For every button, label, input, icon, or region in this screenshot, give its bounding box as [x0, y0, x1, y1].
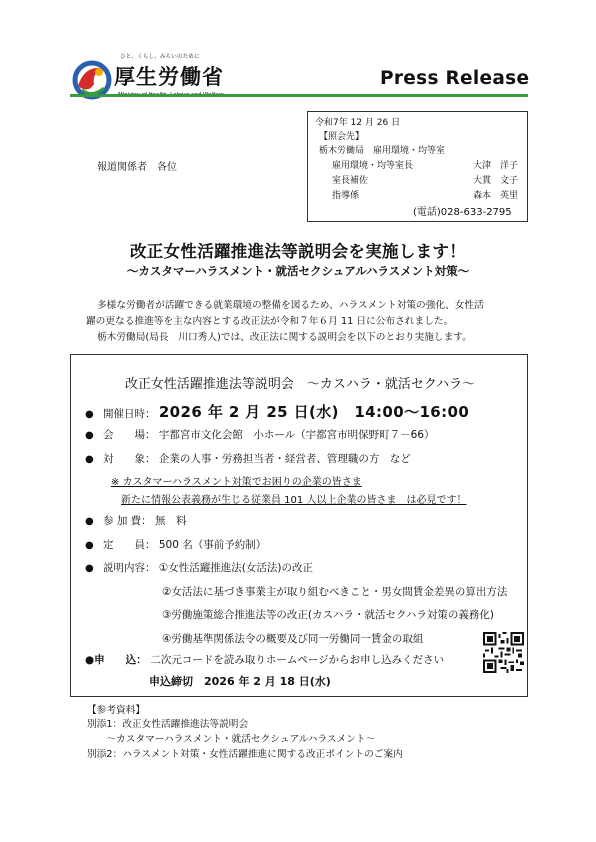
page-subtitle: ～カスタマーハラスメント・就活セクシュアルハラスメント対策～	[126, 264, 470, 278]
event-fee-row	[85, 513, 187, 528]
intro-line: 躍の更なる推進等を主な内容とする改正法が令和７年６月 11 日に公布されました。	[86, 316, 454, 327]
event-apply-value: 二次元コードを読み取りホームページからお申し込みください	[150, 654, 445, 666]
contact-office: 栃木労働局 雇用環境・均等室	[319, 146, 446, 156]
event-fee-label: 参 加 費：	[103, 515, 152, 527]
ministry-tagline: ひと、くらし、みらいのために	[120, 54, 200, 60]
event-target-value: 企業の人事・労務担当者・経営者、管理職の方 など	[158, 453, 411, 465]
event-note: ※ カスタマーハラスメント対策でお困りの企業の皆さま	[111, 477, 362, 488]
event-capacity-label: 定 員：	[103, 539, 156, 551]
event-apply-row	[85, 652, 444, 667]
bullet-icon: ●	[85, 563, 94, 574]
contact-box	[307, 111, 528, 222]
event-heading: 改正女性活躍推進法等説明会 ～カスハラ・就活セクハラ～	[124, 377, 476, 392]
intro-line: 栃木労働局(局長 川口秀人)では、改正法に関する説明会を以下のとおり実施します。	[97, 332, 472, 343]
reference-item: 別添1：改正女性活躍推進法等説明会	[87, 719, 249, 730]
ministry-name: 厚生労働省	[114, 65, 224, 89]
content-item: ③労働施策総合推進法等の改正(カスハラ・就活セクハラ対策の義務化)	[162, 609, 494, 621]
bullet-icon: ●	[85, 516, 94, 527]
header-divider	[70, 94, 528, 97]
contact-phone: (電話)028-633-2795	[413, 207, 512, 218]
bullet-icon: ●	[85, 430, 94, 441]
event-venue-label: 会 場：	[103, 429, 156, 441]
event-note: 新たに情報公表義務が生じる従業員 101 人以上企業の皆さま は必見です！	[121, 495, 467, 506]
reference-item: 別添2：ハラスメント対策・女性活躍推進に関する改正ポイントのご案内	[87, 749, 403, 760]
contact-name: 大津 洋子	[473, 161, 519, 171]
release-date: 令和7年 12 月 26 日	[315, 118, 401, 128]
event-info-box	[70, 354, 528, 697]
contact-label: 【照会先】	[319, 132, 365, 142]
page-title: 改正女性活躍推進法等説明会を実施します！	[130, 242, 466, 261]
event-apply-label: ●申 込：	[85, 654, 147, 666]
content-item: ②女活法に基づき事業主が取り組むべきこと・男女間賃金差異の算出方法	[162, 586, 508, 598]
event-deadline: 申込締切 2026 年 2 月 18 日(水)	[149, 675, 331, 688]
event-target-label: 対 象：	[103, 453, 156, 465]
contact-role: 雇用環境・均等室長	[332, 161, 414, 171]
reference-item: ～カスタマーハラスメント・就活セクシュアルハラスメント～	[87, 734, 376, 745]
event-venue-row	[85, 427, 435, 442]
content-item: ①女性活躍推進法(女活法)の改正	[158, 562, 313, 574]
qr-code-icon[interactable]	[483, 632, 524, 673]
contact-name: 大貫 文子	[473, 176, 519, 186]
contact-role: 指導係	[332, 191, 360, 201]
content-item: ④労働基準関係法令の概要及び同一労働同一賃金の取組	[162, 633, 424, 645]
event-target-row	[85, 451, 411, 466]
event-capacity-value: 500 名（事前予約制）	[158, 539, 267, 551]
event-date-value: 2026 年 2 月 25 日(水) 14:00～16:00	[158, 403, 470, 421]
bullet-icon: ●	[85, 540, 94, 551]
event-fee-value: 無 料	[155, 515, 187, 527]
references-heading: 【参考資料】	[87, 705, 146, 716]
event-date-row	[85, 401, 469, 422]
contact-role: 室長補佐	[332, 176, 369, 186]
contact-name: 森本 英里	[473, 191, 519, 201]
event-content-row	[85, 560, 313, 575]
press-release-label: Press Release	[380, 68, 530, 89]
event-capacity-row	[85, 537, 266, 552]
event-content-label: 説明内容：	[103, 562, 156, 574]
intro-line: 多様な労働者が活躍できる就業環境の整備を図るため、ハラスメント対策の強化、女性活	[97, 300, 484, 311]
recipients: 報道関係者 各位	[97, 162, 177, 173]
bullet-icon: ●	[85, 454, 94, 465]
event-venue-value: 宇都宮市文化会館 小ホール（宇都宮市明保野町７－66）	[158, 429, 435, 441]
event-date-label: 開催日時：	[103, 408, 156, 420]
bullet-icon: ●	[85, 409, 94, 420]
